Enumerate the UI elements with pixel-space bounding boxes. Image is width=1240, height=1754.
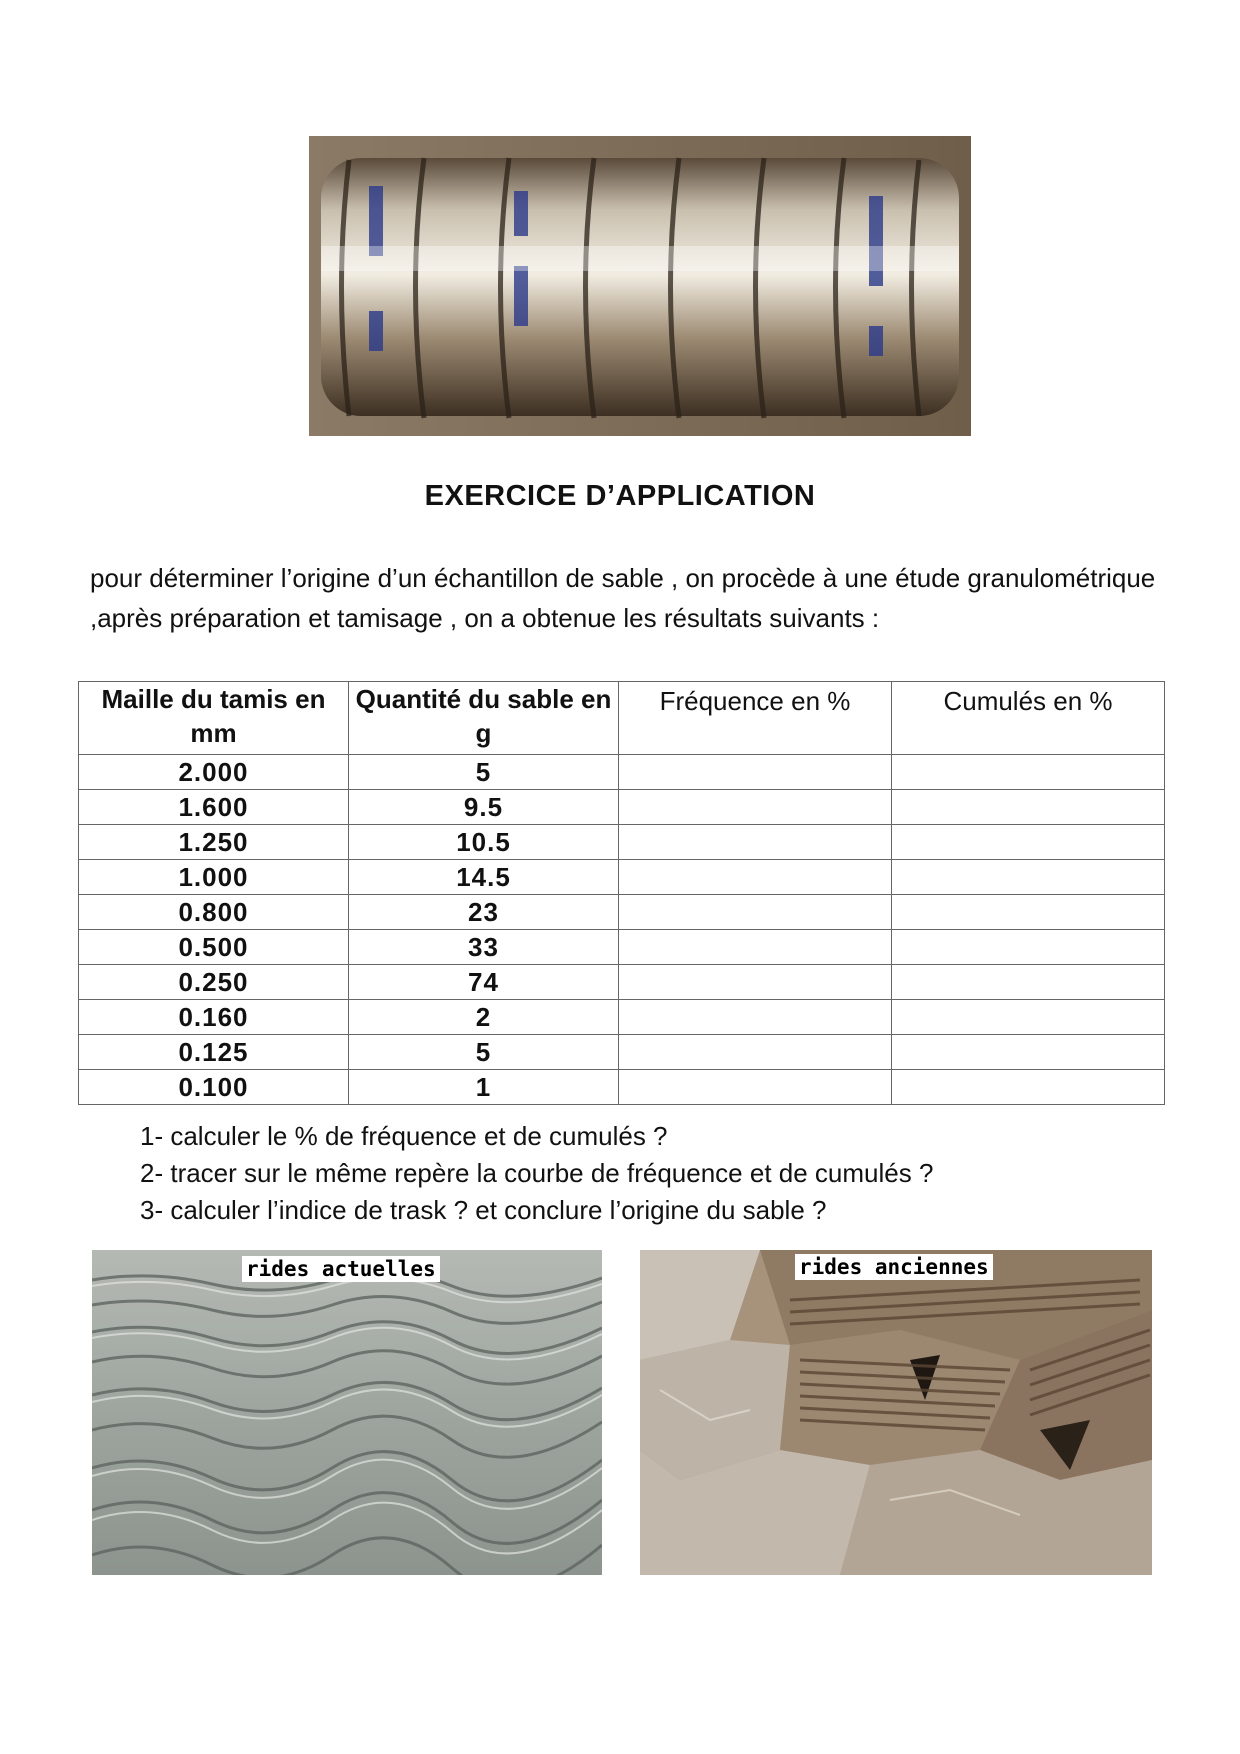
cell-cumulative — [892, 1035, 1165, 1070]
intro-paragraph: pour déterminer l’origine d’un échantillon de sable , on procède à une étude granulométrique ,après préparation et tamisage , on a obtenue les résultats suivants : — [90, 563, 1156, 633]
results-table — [78, 681, 1165, 1105]
cell-quantity: 74 — [349, 965, 619, 1000]
cell-frequency — [619, 1070, 892, 1105]
cell-frequency — [619, 825, 892, 860]
cell-mesh: 0.800 — [79, 895, 349, 930]
cell-mesh: 2.000 — [79, 755, 349, 790]
cell-cumulative — [892, 860, 1165, 895]
cell-mesh: 0.250 — [79, 965, 349, 1000]
table-row — [79, 755, 1165, 790]
ancient-ripples-photo — [640, 1250, 1152, 1575]
ancient-ripples-label: rides anciennes — [795, 1254, 993, 1280]
cell-frequency — [619, 930, 892, 965]
cell-cumulative — [892, 1000, 1165, 1035]
question-list — [140, 1118, 933, 1229]
table-row — [79, 1000, 1165, 1035]
cell-quantity: 23 — [349, 895, 619, 930]
cell-cumulative — [892, 1070, 1165, 1105]
exercise-title: EXERCICE D’APPLICATION — [424, 480, 816, 512]
cell-cumulative — [892, 825, 1165, 860]
cell-mesh: 0.160 — [79, 1000, 349, 1035]
cell-quantity: 33 — [349, 930, 619, 965]
current-ripples-label: rides actuelles — [242, 1256, 440, 1282]
cell-quantity: 2 — [349, 1000, 619, 1035]
cell-quantity: 9.5 — [349, 790, 619, 825]
cell-cumulative — [892, 965, 1165, 1000]
table-row — [79, 930, 1165, 965]
table-row — [79, 1070, 1165, 1105]
table-row — [79, 790, 1165, 825]
cell-quantity: 10.5 — [349, 825, 619, 860]
cell-frequency — [619, 1000, 892, 1035]
cell-mesh: 0.125 — [79, 1035, 349, 1070]
question-item: 2- tracer sur le même repère la courbe de fréquence et de cumulés ? — [140, 1158, 934, 1188]
cell-quantity: 5 — [349, 755, 619, 790]
cell-frequency — [619, 860, 892, 895]
cell-cumulative — [892, 930, 1165, 965]
cell-mesh: 1.250 — [79, 825, 349, 860]
table-row — [79, 1035, 1165, 1070]
cell-frequency — [619, 790, 892, 825]
cell-cumulative — [892, 790, 1165, 825]
current-ripples-photo — [92, 1250, 602, 1575]
header-frequency: Fréquence en % — [619, 682, 892, 755]
cell-quantity: 5 — [349, 1035, 619, 1070]
table-row — [79, 825, 1165, 860]
cell-frequency — [619, 895, 892, 930]
cell-cumulative — [892, 755, 1165, 790]
header-quantity: Quantité du sable en g — [349, 682, 619, 755]
cell-mesh: 0.500 — [79, 930, 349, 965]
table-row — [79, 895, 1165, 930]
cell-frequency — [619, 965, 892, 1000]
cell-frequency — [619, 755, 892, 790]
table-row — [79, 965, 1165, 1000]
sieve-stack-photo — [309, 136, 971, 436]
cell-mesh: 1.000 — [79, 860, 349, 895]
cell-mesh: 0.100 — [79, 1070, 349, 1105]
table-header-row — [79, 682, 1165, 755]
question-item: 1- calculer le % de fréquence et de cumulés ? — [140, 1121, 668, 1151]
cell-mesh: 1.600 — [79, 790, 349, 825]
cell-quantity: 1 — [349, 1070, 619, 1105]
cell-quantity: 14.5 — [349, 860, 619, 895]
header-mesh: Maille du tamis en mm — [79, 682, 349, 755]
cell-frequency — [619, 1035, 892, 1070]
table-row — [79, 860, 1165, 895]
question-item: 3- calculer l’indice de trask ? et conclure l’origine du sable ? — [140, 1195, 827, 1225]
cell-cumulative — [892, 895, 1165, 930]
header-cumulative: Cumulés en % — [892, 682, 1165, 755]
